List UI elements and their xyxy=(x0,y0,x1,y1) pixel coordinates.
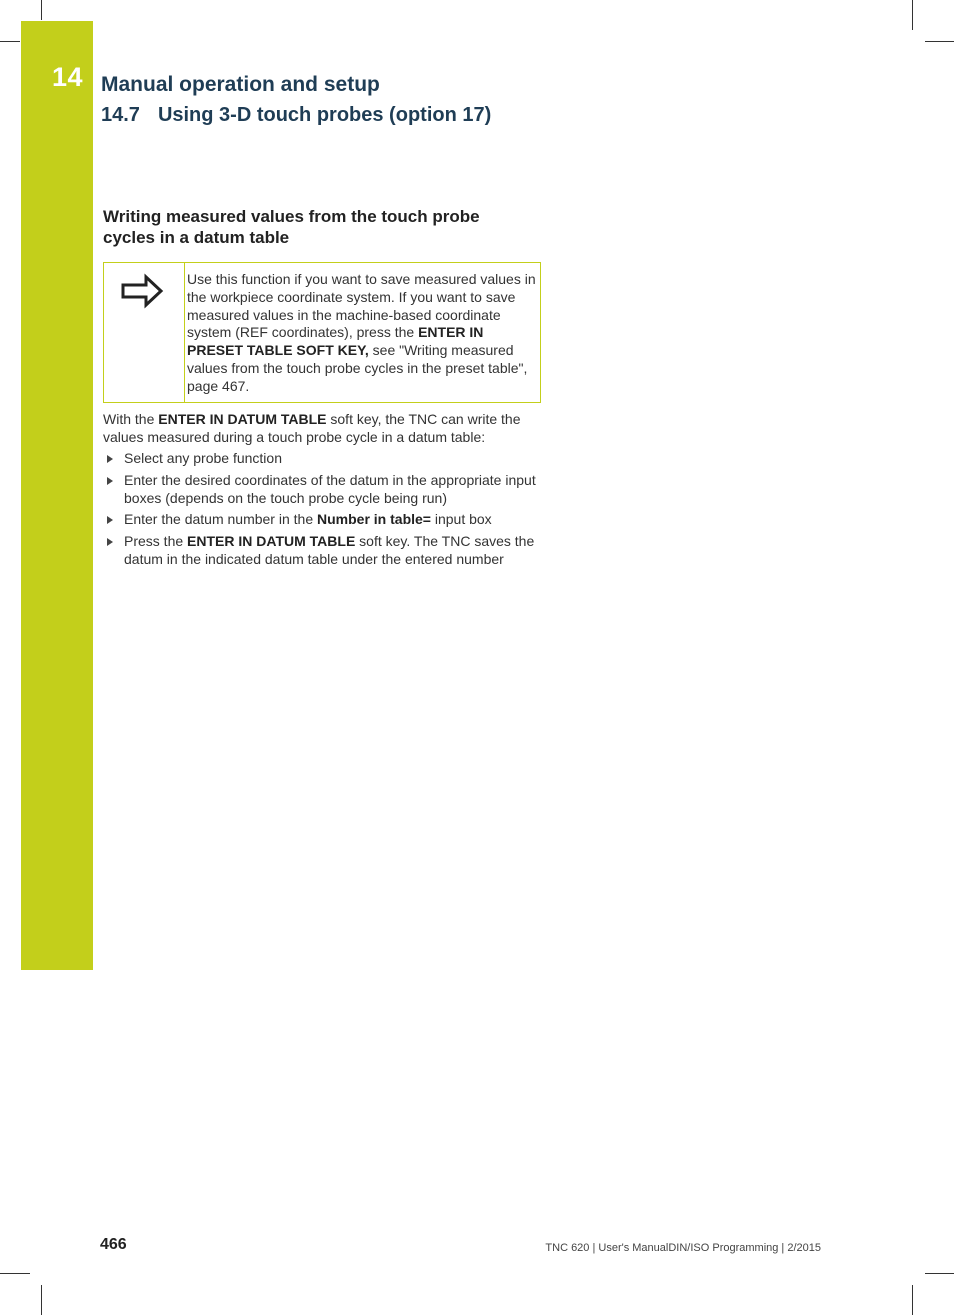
list-item xyxy=(103,472,541,508)
note-text-part: see "Writing measured values from the touch probe cycles in the preset table", page 467. xyxy=(187,342,528,394)
list-item-text: input box xyxy=(430,511,492,528)
crop-mark xyxy=(925,1273,954,1274)
triangle-bullet-icon xyxy=(107,538,113,546)
subheading: Writing measured values from the touch probe cycles in a datum table xyxy=(103,207,480,247)
intro-text-part: soft key, the TNC can write the values measured during a touch probe cycle in a datum table: xyxy=(103,411,521,445)
section-title-text: Using 3-D touch probes (option 17) xyxy=(157,104,492,126)
list-item-text: Select any probe function xyxy=(124,450,282,466)
section-number: 14.7 xyxy=(101,104,140,126)
step-list xyxy=(103,450,541,573)
note-text-part: Use this function if you want to save measured values in the workpiece coordinate system. If you want to save measured values in the machine-based coordinate system (REF coordinates), press the xyxy=(187,271,536,341)
arrow-right-icon xyxy=(120,273,164,309)
crop-mark xyxy=(41,0,42,20)
footer-info: TNC 620 | User's ManualDIN/ISO Programming | 2/2015 xyxy=(545,1242,821,1254)
page-number: 466 xyxy=(100,1236,127,1253)
chapter-bar xyxy=(21,21,93,970)
list-item xyxy=(103,450,541,468)
crop-mark xyxy=(912,1285,913,1315)
section-title xyxy=(101,104,491,127)
list-item-text: Enter the desired coordinates of the datum in the appropriate input boxes (depends on the touch probe cycle being run) xyxy=(124,471,536,506)
triangle-bullet-icon xyxy=(107,455,113,463)
note-softkey: ENTER IN PRESET TABLE SOFT KEY, xyxy=(187,324,484,359)
list-item xyxy=(103,511,541,529)
list-item xyxy=(103,533,541,569)
list-item-text: Enter the datum number in the xyxy=(124,511,317,528)
note-text xyxy=(187,271,537,396)
softkey-name: ENTER IN DATUM TABLE xyxy=(187,533,356,550)
intro-text-part: With the xyxy=(103,411,159,427)
crop-mark xyxy=(0,1273,30,1274)
list-item-text: soft key. The TNC saves the datum in the indicated datum table under the entered number xyxy=(124,533,535,567)
crop-mark xyxy=(925,41,954,42)
chapter-title: Manual operation and setup xyxy=(101,73,380,96)
intro-softkey: ENTER IN DATUM TABLE xyxy=(158,411,327,427)
chapter-number: 14 xyxy=(52,62,84,92)
crop-mark xyxy=(912,0,913,30)
crop-mark xyxy=(41,1285,42,1315)
list-item-text: Press the xyxy=(124,533,188,550)
triangle-bullet-icon xyxy=(107,477,113,485)
triangle-bullet-icon xyxy=(107,516,113,524)
note-divider xyxy=(184,263,185,402)
intro-paragraph xyxy=(103,411,541,447)
note-box xyxy=(103,262,541,403)
input-box-name: Number in table= xyxy=(317,511,431,528)
crop-mark xyxy=(0,41,20,42)
